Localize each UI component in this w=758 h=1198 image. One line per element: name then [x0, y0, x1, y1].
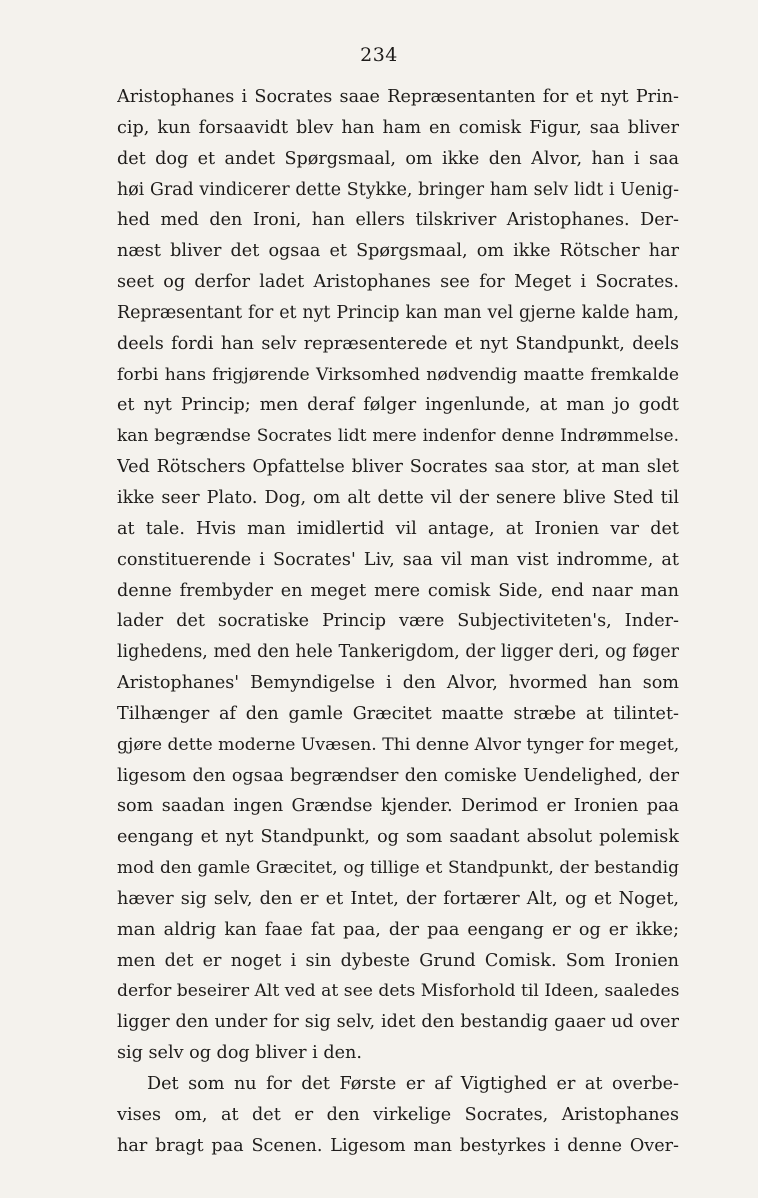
text-line: har bragt paa Scenen. Ligesom man bestyrkes i denne Over-	[117, 1135, 679, 1156]
text-line: ligesom den ogsaa begrændser den comiske Uendelighed, der	[117, 765, 679, 786]
text-line: det dog et andet Spørgsmaal, om ikke den Alvor, han i saa	[117, 148, 679, 169]
text-line: forbi hans frigjørende Virksomhed nødvendig maatte fremkalde	[117, 364, 679, 385]
text-line: cip, kun forsaavidt blev han ham en comisk Figur, saa bliver	[117, 117, 679, 138]
text-line: Aristophanes' Bemyndigelse i den Alvor, hvormed han som	[117, 673, 679, 694]
text-line: derfor beseirer Alt ved at see dets Misforhold til Ideen, saaledes	[117, 981, 679, 1002]
text-line: lighedens, med den hele Tankerigdom, der ligger deri, og føger	[117, 642, 679, 663]
text-line: hæver sig selv, den er et Intet, der fortærer Alt, og et Noget,	[117, 888, 679, 909]
text-line: at tale. Hvis man imidlertid vil antage, at Ironien var det	[117, 518, 679, 539]
body-text	[117, 82, 679, 1162]
text-line: constituerende i Socrates' Liv, saa vil man vist indromme, at	[117, 549, 679, 570]
text-line: eengang et nyt Standpunkt, og som saadant absolut polemisk	[117, 827, 679, 848]
text-line: lader det socratiske Princip være Subjectiviteten's, Inder-	[117, 611, 679, 632]
text-line: høi Grad vindicerer dette Stykke, bringer ham selv lidt i Uenig-	[117, 179, 679, 200]
text-line: deels fordi han selv repræsenterede et nyt Standpunkt, deels	[117, 333, 679, 354]
text-line: mod den gamle Græcitet, og tillige et Standpunkt, der bestandig	[117, 858, 679, 879]
text-line: ligger den under for sig selv, idet den bestandig gaaer ud over	[117, 1012, 679, 1033]
text-line: denne frembyder en meget mere comisk Side, end naar man	[117, 580, 679, 601]
text-line: sig selv og dog bliver i den.	[117, 1043, 362, 1064]
text-line: som saadan ingen Grændse kjender. Derimod er Ironien paa	[117, 796, 679, 817]
text-line: hed med den Ironi, han ellers tilskriver Aristophanes. Der-	[117, 210, 679, 231]
text-line: seet og derfor ladet Aristophanes see for Meget i Socrates.	[117, 272, 679, 293]
text-line: man aldrig kan faae fat paa, der paa eengang er og er ikke;	[117, 919, 679, 940]
text-line: Repræsentant for et nyt Princip kan man vel gjerne kalde ham,	[117, 302, 679, 323]
text-line: Tilhænger af den gamle Græcitet maatte stræbe at tilintet-	[117, 703, 679, 724]
text-line: et nyt Princip; men deraf følger ingenlunde, at man jo godt	[117, 395, 679, 416]
text-line: Ved Rötschers Opfattelse bliver Socrates saa stor, at man slet	[117, 457, 679, 478]
text-line: vises om, at det er den virkelige Socrates, Aristophanes	[117, 1104, 679, 1125]
page-number: 234	[360, 44, 398, 66]
text-line: men det er noget i sin dybeste Grund Comisk. Som Ironien	[117, 950, 679, 971]
text-line: gjøre dette moderne Uvæsen. Thi denne Alvor tynger for meget,	[117, 734, 679, 755]
text-line: Det som nu for det Første er af Vigtighed er at overbe-	[147, 1074, 679, 1094]
text-line: næst bliver det ogsaa et Spørgsmaal, om ikke Rötscher har	[117, 241, 679, 262]
text-line: Aristophanes i Socrates saae Repræsentanten for et nyt Prin-	[117, 87, 679, 107]
text-line: ikke seer Plato. Dog, om alt dette vil der senere blive Sted til	[117, 487, 679, 508]
text-line: kan begrændse Socrates lidt mere indenfor denne Indrømmelse.	[117, 426, 679, 447]
